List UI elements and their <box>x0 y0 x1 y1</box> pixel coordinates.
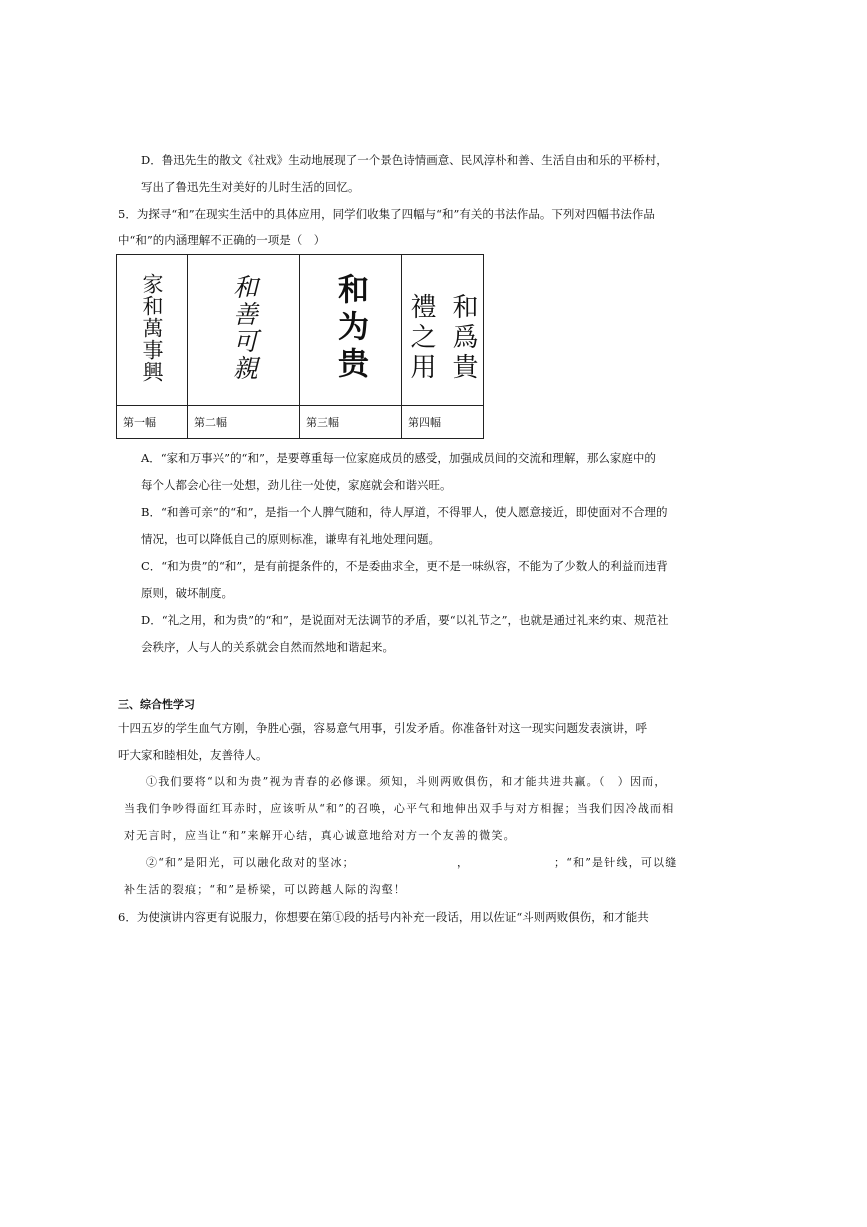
speech-paragraph-1-line3: 对无言时，应当让“和”来解开心结，真心诚意地给对方一个友善的微笑。 <box>124 829 516 842</box>
option-a-line2: 每个人都会心往一处想，劲儿往一处使，家庭就会和谐兴旺。 <box>141 478 452 492</box>
option-d-previous-line1: D．鲁迅先生的散文《社戏》生动地展现了一个景色诗情画意、民风淳朴和善、生活自由和乐的平桥村， <box>141 153 668 167</box>
artwork-3-text: 和为贵 <box>332 272 368 384</box>
question-5-stem-line2: 中“和”的内涵理解不正确的一项是（ ） <box>118 233 326 247</box>
speech-paragraph-2-start: ②“和”是阳光，可以融化敌对的坚冰； <box>146 856 355 869</box>
calligraphy-artwork-3 <box>300 255 402 406</box>
option-c-line2: 原则，破坏制度。 <box>141 586 233 600</box>
option-a-line1: A．“家和万事兴”的“和”，是要尊重每一位家庭成员的感受，加强成员间的交流和理解，那么家庭中的 <box>141 451 656 465</box>
caption-artwork-4: 第四幅 <box>402 406 484 439</box>
option-d-previous-line2: 写出了鲁迅先生对美好的儿时生活的回忆。 <box>141 180 360 194</box>
option-b-line1: B．“和善可亲”的“和”，是指一个人脾气随和，待人厚道，不得罪人，使人愿意接近，即使面对不合理的 <box>141 505 668 519</box>
section-3-heading: 三、综合性学习 <box>118 698 195 711</box>
option-d-line1: D．“礼之用，和为贵”的“和”，是说面对无法调节的矛盾，要“以礼节之”，也就是通过礼来约束、规范社 <box>141 613 669 627</box>
section-3-intro-line1: 十四五岁的学生血气方刚，争胜心强，容易意气用事，引发矛盾。你准备针对这一现实问题发表演讲，呼 <box>118 721 647 735</box>
section-3-intro-line2: 吁大家和睦相处，友善待人。 <box>118 748 268 762</box>
option-c-line1: C．“和为贵”的“和”，是有前提条件的，不是委曲求全，更不是一味纵容，不能为了少数人的利益而违背 <box>141 559 668 573</box>
artwork-1-text: 家和萬事興 <box>140 273 164 383</box>
speech-paragraph-1-line1: ①我们要将“以和为贵”视为青春的必修课。须知，斗则两败俱伤，和才能共进共赢。（ ）因而， <box>146 775 667 788</box>
calligraphy-artwork-1 <box>117 255 188 406</box>
artwork-2-text: 和善可親 <box>229 274 259 382</box>
calligraphy-table <box>116 254 484 439</box>
artwork-4-col-left: 和爲貴 <box>448 293 479 383</box>
speech-paragraph-2-blank-comma: ， <box>457 856 470 869</box>
calligraphy-artwork-2 <box>188 255 300 406</box>
question-6-line1: 6．为使演讲内容更有说服力，你想要在第①段的括号内补充一段话，用以佐证“斗则两败俱伤，和才能共 <box>118 910 649 924</box>
artwork-4-col-right: 禮之用 <box>405 293 436 383</box>
question-5-stem-line1: 5．为探寻“和”在现实生活中的具体应用，同学们收集了四幅与“和”有关的书法作品。下列对四幅书法作品 <box>118 207 655 221</box>
option-b-line2: 情况，也可以降低自己的原则标准，谦卑有礼地处理问题。 <box>141 532 440 546</box>
caption-artwork-2: 第二幅 <box>188 406 300 439</box>
speech-paragraph-1-line2: 当我们争吵得面红耳赤时，应该听从“和”的召唤，心平气和地伸出双手与对方相握；当我们因冷战而相 <box>124 802 675 815</box>
speech-paragraph-2-mid: ；“和”是针线，可以缝 <box>554 856 678 869</box>
caption-artwork-1: 第一幅 <box>117 406 188 439</box>
caption-artwork-3: 第三幅 <box>300 406 402 439</box>
speech-paragraph-2-line2: 补生活的裂痕；“和”是桥梁，可以跨越人际的沟壑！ <box>124 883 407 896</box>
calligraphy-artwork-4 <box>402 255 484 406</box>
option-d-line2: 会秩序，人与人的关系就会自然而然地和谐起来。 <box>141 640 394 654</box>
